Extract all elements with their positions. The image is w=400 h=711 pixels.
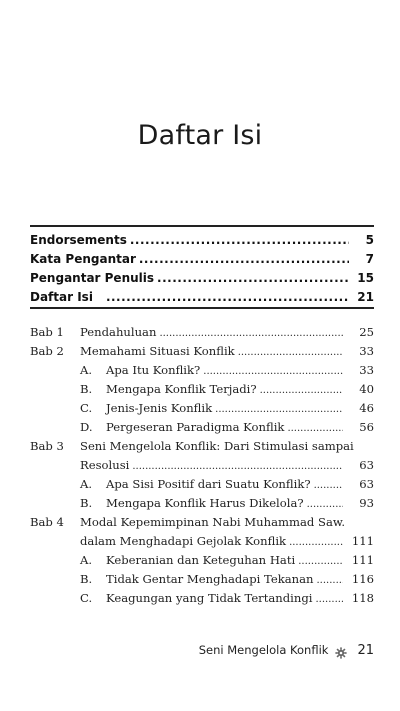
chapter-entry[interactable] <box>30 323 374 342</box>
section-title: Apa Sisi Positif dari Suatu Konflik? <box>106 477 311 491</box>
section-title: Tidak Gentar Menghadapi Tekanan <box>106 572 314 586</box>
chapter-number: Bab 1 <box>30 325 64 339</box>
section-entry[interactable] <box>30 551 374 570</box>
dot-leader <box>238 343 343 362</box>
section-entry[interactable] <box>30 361 374 380</box>
dot-leader <box>307 495 343 514</box>
section-entry[interactable] <box>30 418 374 437</box>
section-entry[interactable] <box>30 589 374 608</box>
section-title: Mengapa Konflik Harus Dikelola? <box>106 496 304 510</box>
page-number: 7 <box>365 252 374 266</box>
dot-leader <box>287 419 343 438</box>
dot-leader <box>316 590 344 609</box>
page-number: 40 <box>359 382 374 396</box>
section-letter: B. <box>80 496 93 510</box>
page-number: 15 <box>357 271 374 285</box>
front-matter-label: Endorsements <box>30 233 127 247</box>
dot-leader <box>130 231 349 250</box>
page-number: 118 <box>351 591 374 605</box>
chapter-entry-continued[interactable] <box>30 532 374 551</box>
section-entry[interactable] <box>30 570 374 589</box>
chapter-number: Bab 4 <box>30 515 64 529</box>
page-number: 33 <box>359 363 374 377</box>
dot-leader <box>139 250 349 269</box>
chapter-title-line: Seni Mengelola Konflik: Dari Stimulasi sampai <box>80 439 354 453</box>
chapter-title: dalam Menghadapi Gejolak Konflik <box>80 534 287 548</box>
section-title: Jenis-Jenis Konflik <box>106 401 213 415</box>
page-number: 56 <box>359 420 374 434</box>
front-matter-list <box>30 231 374 307</box>
front-matter-item[interactable] <box>30 250 374 269</box>
chapter-list <box>30 323 374 608</box>
page-number: 111 <box>351 553 374 567</box>
running-footer <box>199 640 374 660</box>
section-title: Apa Itu Konflik? <box>106 363 201 377</box>
front-matter-label: Kata Pengantar <box>30 252 136 266</box>
section-letter: B. <box>80 572 93 586</box>
section-letter: A. <box>80 553 93 567</box>
dot-leader <box>260 381 343 400</box>
dot-leader <box>132 457 343 476</box>
section-entry[interactable] <box>30 380 374 399</box>
chapter-title: Resolusi <box>80 458 130 472</box>
top-divider <box>30 225 374 227</box>
page-number: 33 <box>359 344 374 358</box>
dot-leader <box>203 362 343 381</box>
page-number: 21 <box>357 290 374 304</box>
chapter-entry-continued[interactable] <box>30 456 374 475</box>
section-entry[interactable] <box>30 399 374 418</box>
chapter-number: Bab 3 <box>30 439 64 453</box>
dot-leader <box>159 324 343 343</box>
dot-leader <box>314 476 343 495</box>
section-title: Keberanian dan Keteguhan Hati <box>106 553 296 567</box>
front-matter-item[interactable] <box>30 288 374 307</box>
section-letter: A. <box>80 363 93 377</box>
section-title: Mengapa Konflik Terjadi? <box>106 382 257 396</box>
section-entry[interactable] <box>30 475 374 494</box>
chapter-title-line: Modal Kepemimpinan Nabi Muhammad Saw. <box>80 515 346 529</box>
page-title: Daftar Isi <box>137 120 263 151</box>
section-entry[interactable] <box>30 494 374 513</box>
front-matter-label: Daftar Isi <box>30 290 93 304</box>
chapter-entry[interactable] <box>30 437 374 456</box>
section-letter: A. <box>80 477 93 491</box>
section-letter: B. <box>80 382 93 396</box>
section-title: Keagungan yang Tidak Tertandingi <box>106 591 313 605</box>
dot-leader <box>289 533 343 552</box>
chapter-entry[interactable] <box>30 342 374 361</box>
dot-leader <box>317 571 344 590</box>
dot-leader <box>157 269 349 288</box>
page-number: 116 <box>351 572 374 586</box>
chapter-title: Memahami Situasi Konflik <box>80 344 235 358</box>
footer-page-number: 21 <box>357 642 374 658</box>
page-number: 63 <box>359 458 374 472</box>
footer-book-title: Seni Mengelola Konflik <box>198 643 329 657</box>
section-title: Pergeseran Paradigma Konflik <box>106 420 285 434</box>
dot-leader <box>106 288 349 307</box>
bottom-divider <box>30 307 374 309</box>
page-number: 46 <box>359 401 374 415</box>
page-number: 63 <box>359 477 374 491</box>
page-number: 5 <box>365 233 374 247</box>
gear-ornament-icon <box>335 644 347 656</box>
section-letter: C. <box>80 401 93 415</box>
page-number: 25 <box>359 325 374 339</box>
dot-leader <box>215 400 343 419</box>
chapter-entry[interactable] <box>30 513 374 532</box>
section-letter: D. <box>80 420 93 434</box>
dot-leader <box>298 552 343 571</box>
page-number: 93 <box>359 496 374 510</box>
front-matter-item[interactable] <box>30 269 374 288</box>
front-matter-item[interactable] <box>30 231 374 250</box>
front-matter-label: Pengantar Penulis <box>30 271 155 285</box>
page-number: 111 <box>351 534 374 548</box>
chapter-number: Bab 2 <box>30 344 64 358</box>
chapter-title: Pendahuluan <box>80 325 157 339</box>
section-letter: C. <box>80 591 93 605</box>
